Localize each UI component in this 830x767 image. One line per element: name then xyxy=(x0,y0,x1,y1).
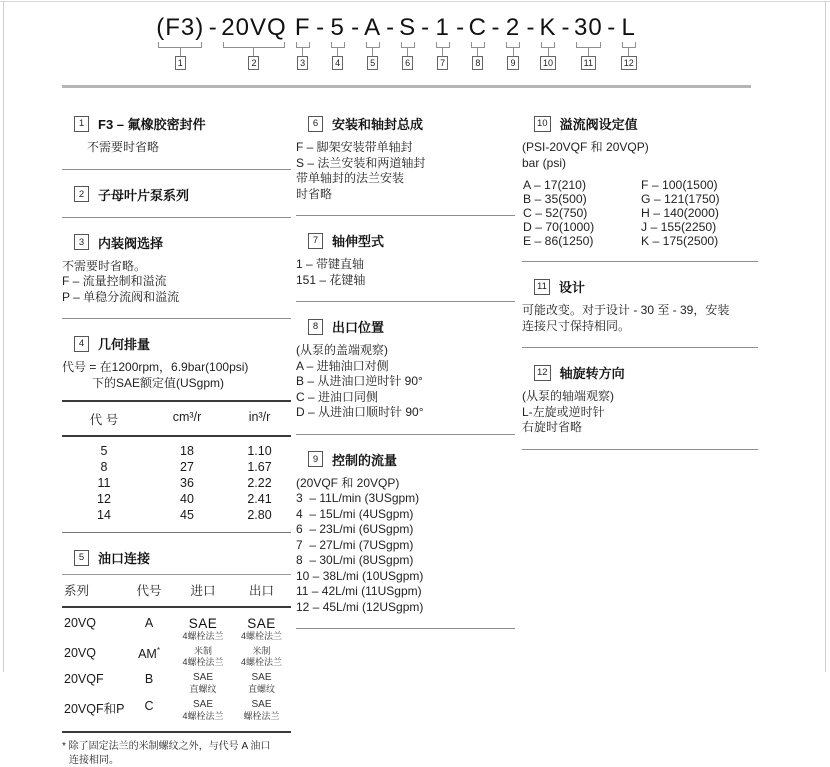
code-separator: - xyxy=(421,14,429,41)
code-segment xyxy=(539,14,557,70)
segment-stem xyxy=(548,48,549,56)
segment-stem xyxy=(180,48,181,56)
port-connection-line: 米制 xyxy=(174,646,232,657)
section-number-box: 1 xyxy=(74,116,89,132)
section-line: (从泵的盖端观察) xyxy=(296,343,515,359)
table-cell: 18 xyxy=(146,443,228,459)
table-row xyxy=(62,443,291,459)
section-number-box: 2 xyxy=(74,186,89,202)
port-connection-line: 4螺栓法兰 xyxy=(174,711,232,722)
column-header: in³/r xyxy=(228,410,291,428)
segment-number-box: 12 xyxy=(621,56,637,70)
relief-setting-list xyxy=(522,178,758,248)
port-connection-line: 4螺栓法兰 xyxy=(232,631,291,642)
table-cell: 36 xyxy=(146,475,228,491)
code-segment-text: F xyxy=(295,14,311,41)
column-middle xyxy=(296,99,515,629)
port-table xyxy=(62,574,291,733)
code-segment xyxy=(364,14,382,70)
table-cell: 27 xyxy=(146,459,228,475)
section xyxy=(296,317,515,421)
segment-number-box: 3 xyxy=(297,56,308,70)
table-cell: 45 xyxy=(146,507,228,523)
port-connection-line: SAE xyxy=(174,616,232,631)
code-separator: - xyxy=(456,14,464,41)
section-title: 控制的流量 xyxy=(332,450,397,469)
displacement-table-header xyxy=(62,402,291,437)
code-segment-text: (F3) xyxy=(156,14,204,41)
section-header xyxy=(62,548,291,567)
table-cell: 2.22 xyxy=(228,475,291,491)
column-header: 代号 xyxy=(124,581,174,599)
code-separator: - xyxy=(562,14,570,41)
code-segment xyxy=(294,14,312,70)
table-cell: 1.67 xyxy=(228,459,291,475)
section-title: 出口位置 xyxy=(332,317,384,336)
section-line: B – 从进油口逆时针 90° xyxy=(296,374,515,390)
section xyxy=(522,277,758,334)
footnote-line: * 除了固定法兰的米制螺纹之外，与代号 A 油口 xyxy=(62,740,291,754)
section-divider xyxy=(62,318,291,319)
series-cell: 20VQF和P xyxy=(62,699,124,717)
page-border-left xyxy=(3,1,4,672)
series-cell: 20VQF xyxy=(62,672,124,686)
section-title: 溢流阀设定值 xyxy=(560,114,638,133)
page-border-top xyxy=(0,1,830,2)
code-segment xyxy=(399,14,417,70)
code-separator: - xyxy=(316,14,324,41)
port-connection-line: 4螺栓法兰 xyxy=(174,657,232,668)
section-title: 设计 xyxy=(559,277,585,296)
section-header xyxy=(522,114,758,133)
segment-stem xyxy=(513,48,514,56)
section-line: 6 – 23L/mi (6USgpm) xyxy=(296,522,515,538)
section-number-box: 10 xyxy=(534,116,551,132)
section-line: (20VQF 和 20VQP) xyxy=(296,476,515,492)
code-segment-text: 20VQ xyxy=(221,14,286,41)
code-segment xyxy=(504,14,522,70)
table-cell: 12 xyxy=(62,491,146,507)
footnote-line: 连接相同。 xyxy=(62,754,291,767)
code-segment xyxy=(469,14,487,70)
column-left xyxy=(62,99,291,767)
section-divider xyxy=(522,347,758,348)
list-item: C – 52(750) xyxy=(523,206,641,220)
code-segment xyxy=(434,14,452,70)
table-cell: 2.41 xyxy=(228,491,291,507)
segment-number-box: 4 xyxy=(332,56,343,70)
section-line: 12 – 45L/mi (12USgpm) xyxy=(296,600,515,616)
column-right xyxy=(522,99,758,450)
section-header xyxy=(62,233,291,252)
section xyxy=(296,450,515,616)
code-segment-text: C xyxy=(469,14,487,41)
code-cell: A xyxy=(124,616,174,630)
segment-stem xyxy=(442,48,443,56)
code-segment-text: A xyxy=(364,14,381,41)
port-table-body xyxy=(62,608,291,733)
section-line: F – 流量控制和溢流 xyxy=(62,274,291,290)
segment-number-box: 9 xyxy=(507,56,518,70)
section-number-box: 4 xyxy=(74,336,89,352)
segment-number-box: 11 xyxy=(581,56,596,70)
displacement-table-body xyxy=(62,437,291,533)
inlet-cell xyxy=(174,672,232,695)
code-segment-text: L xyxy=(622,14,636,41)
port-connection-line: 螺栓法兰 xyxy=(232,711,291,722)
code-segment xyxy=(221,14,286,70)
segment-number-box: 6 xyxy=(402,56,413,70)
port-table-row xyxy=(62,697,291,724)
section-header xyxy=(296,450,515,469)
table-cell: 40 xyxy=(146,491,228,507)
list-item: E – 86(1250) xyxy=(523,234,641,248)
section xyxy=(522,363,758,436)
section xyxy=(296,231,515,288)
section-line: P – 单稳分流阀和溢流 xyxy=(62,290,291,306)
port-connection-line: SAE xyxy=(174,672,232,684)
section-line: 代号 = 在1200rpm，6.9bar(100psi) xyxy=(62,360,291,376)
section-line: D – 从进油口顺时针 90° xyxy=(296,405,515,421)
section-line: 4 – 15L/mi (4USgpm) xyxy=(296,507,515,523)
section-line: 3 – 11L/min (3USgpm) xyxy=(296,491,515,507)
outlet-cell xyxy=(232,699,291,722)
section-title: 几何排量 xyxy=(98,334,150,353)
section-divider xyxy=(62,217,291,218)
port-connection-line: 直螺纹 xyxy=(232,684,291,695)
code-separator: - xyxy=(209,14,217,41)
port-connection-line: 4螺栓法兰 xyxy=(232,657,291,668)
section-header xyxy=(296,231,515,250)
section-number-box: 7 xyxy=(308,233,323,249)
list-item: A – 17(210) xyxy=(523,178,641,192)
port-connection-line: SAE xyxy=(232,699,291,711)
code-segment-text: 2 xyxy=(506,14,520,41)
port-connection-line: 直螺纹 xyxy=(174,684,232,695)
section-line: bar (psi) xyxy=(522,156,758,172)
list-item: H – 140(2000) xyxy=(641,206,758,220)
section-header xyxy=(296,114,515,133)
segment-stem xyxy=(337,48,338,56)
table-cell: 8 xyxy=(62,459,146,475)
inlet-cell xyxy=(174,646,232,668)
section-line: C – 进油口同侧 xyxy=(296,390,515,406)
port-connection-line: 米制 xyxy=(232,646,291,657)
code-segment-text: 5 xyxy=(330,14,344,41)
code-cell: B xyxy=(124,672,174,686)
port-connection-line: 4螺栓法兰 xyxy=(174,631,232,642)
section-title: 轴旋转方向 xyxy=(560,363,625,382)
section-number-box: 8 xyxy=(308,319,323,335)
section-line: 带单轴封的法兰安装 xyxy=(296,171,515,187)
section-line: 不需要时省略。 xyxy=(62,259,291,275)
section-divider xyxy=(522,261,758,262)
section-line: F – 脚架安装带单轴封 xyxy=(296,140,515,156)
section-header xyxy=(522,363,758,382)
column-header: cm³/r xyxy=(146,410,228,428)
section xyxy=(62,548,291,567)
section-title: 子母叶片泵系列 xyxy=(98,185,189,204)
section-line: 8 – 30L/mi (8USgpm) xyxy=(296,553,515,569)
segment-number-box: 10 xyxy=(540,56,556,70)
section-title: 轴伸型式 xyxy=(332,231,384,250)
section-title: F3 – 氟橡胶密封件 xyxy=(98,114,206,133)
section-header xyxy=(296,317,515,336)
code-separator: - xyxy=(386,14,394,41)
segment-stem xyxy=(588,48,589,56)
section-line: 右旋时省略 xyxy=(522,420,758,436)
segment-number-box: 8 xyxy=(472,56,483,70)
section-number-box: 5 xyxy=(74,550,89,566)
section-line: 下的SAE额定值(USgpm) xyxy=(62,376,291,392)
section-divider xyxy=(296,215,515,216)
footnote xyxy=(62,740,291,767)
section-number-box: 9 xyxy=(308,451,323,467)
section-number-box: 6 xyxy=(308,116,323,132)
segment-stem xyxy=(253,48,254,56)
segment-number-box: 2 xyxy=(248,56,259,70)
section-header xyxy=(62,185,291,204)
header-divider xyxy=(62,85,751,88)
port-table-header xyxy=(62,574,291,608)
segment-number-box: 7 xyxy=(437,56,448,70)
section-line: A – 进轴油口对侧 xyxy=(296,359,515,375)
segment-stem xyxy=(372,48,373,56)
table-cell: 11 xyxy=(62,475,146,491)
column-header: 代 号 xyxy=(62,410,146,428)
section-line: S – 法兰安装和两道轴封 xyxy=(296,156,515,172)
segment-number-box: 5 xyxy=(367,56,378,70)
list-item: D – 70(1000) xyxy=(523,220,641,234)
code-segment xyxy=(329,14,347,70)
page-border-right xyxy=(825,1,826,672)
section-header xyxy=(62,334,291,353)
section xyxy=(62,185,291,204)
code-separator: - xyxy=(527,14,535,41)
list-item: G – 121(1750) xyxy=(641,192,758,206)
section-divider xyxy=(296,628,515,629)
table-row xyxy=(62,491,291,507)
displacement-table xyxy=(62,400,291,533)
port-connection-line: SAE xyxy=(232,672,291,684)
list-item: K – 175(2500) xyxy=(641,234,758,248)
code-separator: - xyxy=(607,14,615,41)
section-line: 151 – 花键轴 xyxy=(296,273,515,289)
table-cell: 5 xyxy=(62,443,146,459)
section xyxy=(62,233,291,306)
column-header: 出口 xyxy=(232,581,291,599)
section-line: (从泵的轴端观察) xyxy=(522,389,758,405)
list-item: J – 155(2250) xyxy=(641,220,758,234)
section-number-box: 12 xyxy=(534,365,551,381)
inlet-cell xyxy=(174,616,232,642)
table-cell: 14 xyxy=(62,507,146,523)
code-cell: C xyxy=(124,699,174,713)
outlet-cell xyxy=(232,672,291,695)
inlet-cell xyxy=(174,699,232,722)
model-code-area xyxy=(0,14,830,70)
table-row xyxy=(62,475,291,491)
section-line: 1 – 带键直轴 xyxy=(296,257,515,273)
port-connection-line: SAE xyxy=(174,699,232,711)
section xyxy=(296,114,515,202)
series-cell: 20VQ xyxy=(62,646,124,660)
section-divider xyxy=(62,169,291,170)
port-table-row xyxy=(62,614,291,644)
outlet-cell xyxy=(232,646,291,668)
outlet-cell xyxy=(232,616,291,642)
section xyxy=(62,334,291,391)
segment-stem xyxy=(477,48,478,56)
code-separator: - xyxy=(492,14,500,41)
code-segment-text: K xyxy=(539,14,556,41)
section-title: 内装阀选择 xyxy=(98,233,163,252)
section-header xyxy=(62,114,291,133)
table-cell: 2.80 xyxy=(228,507,291,523)
code-cell: AM* xyxy=(124,646,174,661)
model-code xyxy=(153,14,641,70)
column-header: 进口 xyxy=(174,581,232,599)
section-number-box: 11 xyxy=(534,279,550,295)
port-table-row xyxy=(62,644,291,670)
port-connection-line: SAE xyxy=(232,616,291,631)
section-divider xyxy=(296,301,515,302)
section-title: 油口连接 xyxy=(98,548,150,567)
section xyxy=(62,114,291,156)
section-line: 7 – 27L/mi (7USgpm) xyxy=(296,538,515,554)
table-row xyxy=(62,459,291,475)
series-cell: 20VQ xyxy=(62,616,124,630)
section-line: L-左旋或逆时针 xyxy=(522,405,758,421)
section-line: 不需要时省略 xyxy=(62,140,291,156)
section xyxy=(522,114,758,171)
section-title: 安装和轴封总成 xyxy=(332,114,423,133)
segment-stem xyxy=(628,48,629,56)
code-segment xyxy=(574,14,603,70)
section-line: 10 – 38L/mi (10USgpm) xyxy=(296,569,515,585)
table-cell: 1.10 xyxy=(228,443,291,459)
segment-number-box: 1 xyxy=(175,56,186,70)
column-header: 系列 xyxy=(62,581,124,599)
section-number-box: 3 xyxy=(74,234,89,250)
section-header xyxy=(522,277,758,296)
section-line: 连接尺寸保持相同。 xyxy=(522,319,758,335)
section-divider xyxy=(522,449,758,450)
section-divider xyxy=(296,434,515,435)
section-line: 11 – 42L/mi (11USgpm) xyxy=(296,584,515,600)
code-separator: - xyxy=(351,14,359,41)
table-row xyxy=(62,507,291,523)
code-segment-text: 1 xyxy=(435,14,449,41)
section-line: 时省略 xyxy=(296,187,515,203)
list-item: F – 100(1500) xyxy=(641,178,758,192)
segment-stem xyxy=(407,48,408,56)
code-segment xyxy=(156,14,204,70)
code-segment xyxy=(620,14,638,70)
list-item: B – 35(500) xyxy=(523,192,641,206)
section-line: 可能改变。对于设计 - 30 至 - 39，安装 xyxy=(522,303,758,319)
code-segment-text: 30 xyxy=(574,14,603,41)
port-table-row xyxy=(62,670,291,697)
footnote-marker: * xyxy=(157,646,160,655)
code-segment-text: S xyxy=(399,14,416,41)
segment-stem xyxy=(302,48,303,56)
section-line: (PSI-20VQF 和 20VQP) xyxy=(522,140,758,156)
